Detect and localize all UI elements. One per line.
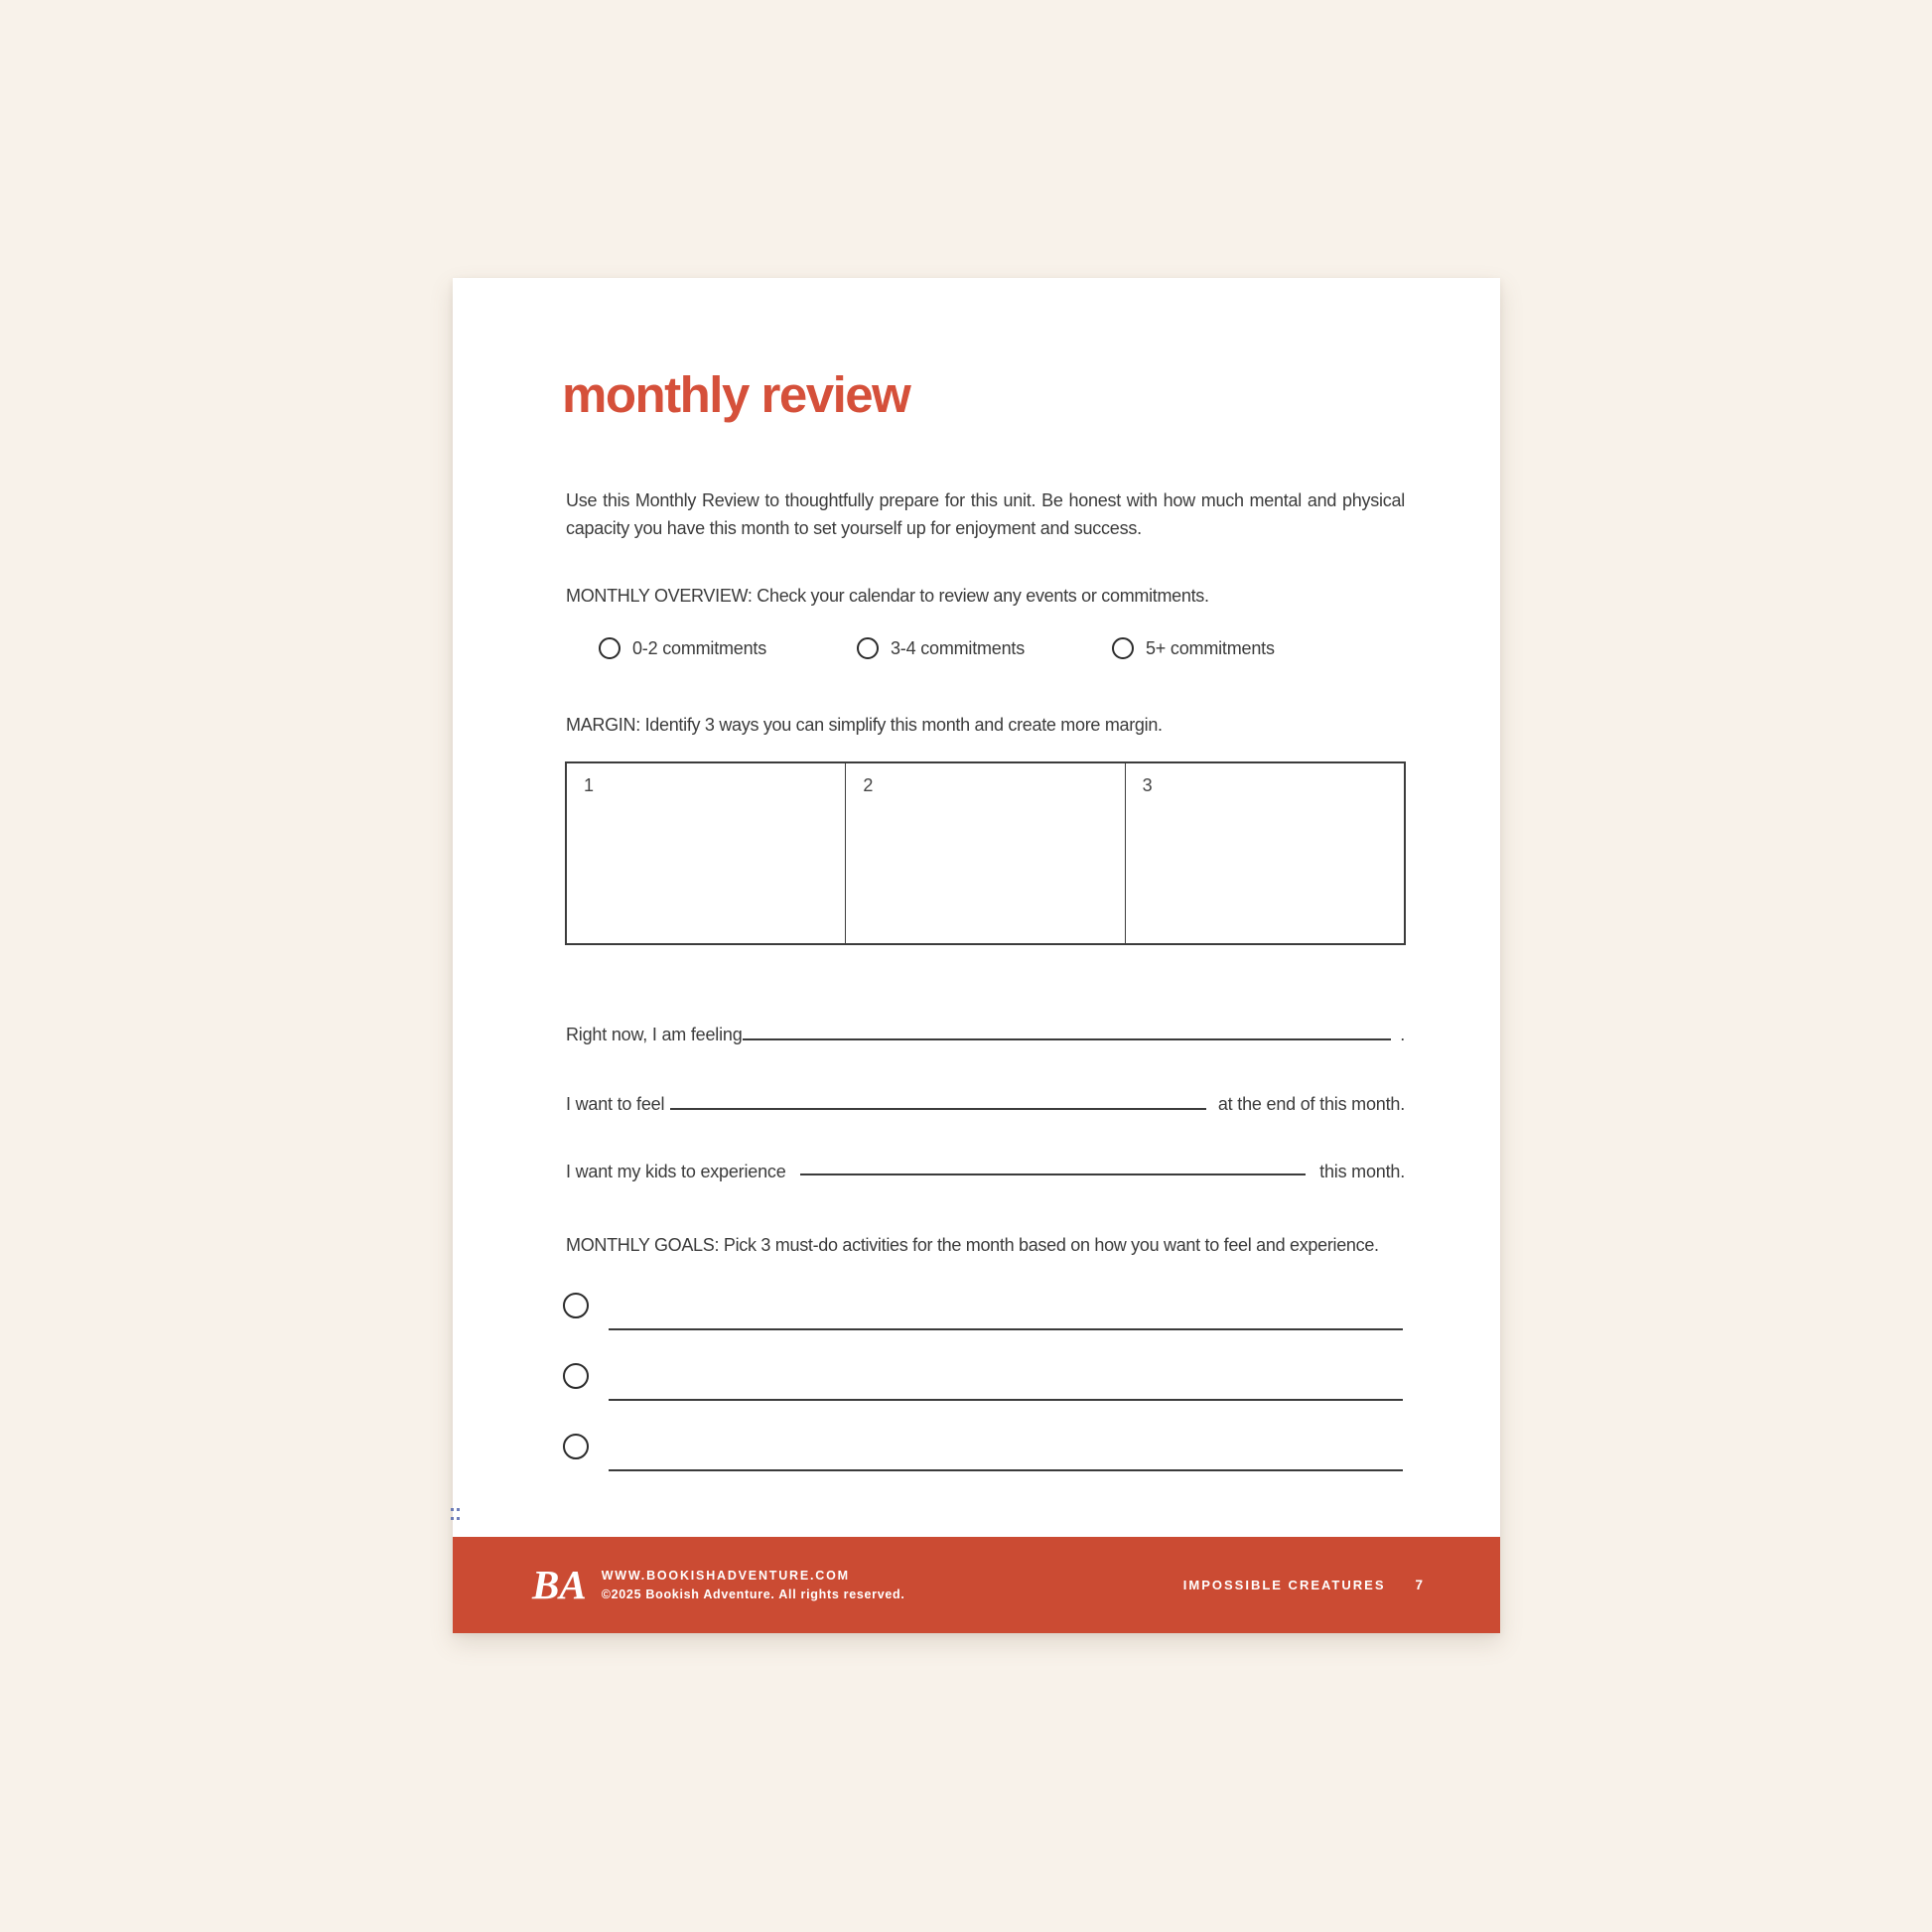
monthly-goals-label: MONTHLY GOALS: Pick 3 must-do activities for the month based on how you want to feel and experience. — [566, 1235, 1379, 1255]
footer-website: WWW.BOOKISHADVENTURE.COM — [601, 1568, 850, 1583]
feeling-input-line[interactable] — [743, 1025, 1392, 1040]
goal-checkbox-circle[interactable] — [563, 1434, 589, 1459]
radio-option-label: 3-4 commitments — [891, 637, 1026, 658]
margin-cell-2[interactable]: 2 — [845, 763, 1124, 943]
radio-option-label: 0-2 commitments — [632, 637, 767, 658]
kids-experience-fill-row — [566, 1162, 1405, 1182]
commitments-radio-group — [453, 637, 1500, 669]
feeling-fill-row — [566, 1025, 1405, 1045]
kids-suffix-label: this month. — [1319, 1162, 1405, 1181]
want-suffix-label: at the end of this month. — [1217, 1094, 1405, 1114]
goal-input-line[interactable] — [609, 1469, 1403, 1471]
footer-brand-lines — [602, 1570, 905, 1601]
radio-circle-icon[interactable] — [857, 637, 879, 659]
radio-option-3-4[interactable] — [857, 637, 1025, 659]
want-input-line[interactable] — [670, 1094, 1206, 1110]
goal-checkbox-circle[interactable] — [563, 1293, 589, 1318]
kids-prefix-label: I want my kids to experience — [566, 1162, 786, 1181]
margin-table — [565, 761, 1406, 945]
goal-row-3 — [453, 1434, 1500, 1477]
radio-circle-icon[interactable] — [599, 637, 621, 659]
margin-cell-1[interactable]: 1 — [584, 775, 595, 795]
page-number: 7 — [1415, 1577, 1423, 1592]
goal-checkbox-circle[interactable] — [563, 1363, 589, 1389]
intro-paragraph: Use this Monthly Review to thoughtfully prepare for this unit. Be honest with how much mental and physical capacity you have this month to set yourself up for enjoyment and success. — [566, 490, 1405, 538]
radio-circle-icon[interactable] — [1112, 637, 1134, 659]
radio-option-5-plus[interactable] — [1112, 637, 1275, 659]
want-to-feel-fill-row — [566, 1094, 1405, 1115]
unit-title: IMPOSSIBLE CREATURES — [1182, 1577, 1386, 1592]
feeling-suffix-label: . — [1400, 1025, 1405, 1044]
footer — [453, 1537, 1500, 1633]
worksheet-page — [453, 278, 1500, 1633]
margin-label: MARGIN: Identify 3 ways you can simplify this month and create more margin. — [566, 715, 1163, 735]
monthly-overview-label: MONTHLY OVERVIEW: Check your calendar to review any events or commitments. — [566, 586, 1209, 606]
kids-input-line[interactable] — [800, 1173, 1307, 1175]
footer-copyright: ©2025 Bookish Adventure. All rights reserved. — [601, 1587, 905, 1601]
page-title: monthly review — [562, 366, 910, 423]
footer-page-group — [1183, 1579, 1423, 1592]
want-prefix-label: I want to feel — [566, 1094, 665, 1114]
radio-option-0-2[interactable] — [599, 637, 766, 659]
goal-input-line[interactable] — [609, 1399, 1403, 1401]
goal-input-line[interactable] — [609, 1328, 1403, 1330]
selection-artifact-dots — [451, 1508, 463, 1524]
goal-row-1 — [453, 1293, 1500, 1336]
margin-cell-3[interactable]: 3 — [1125, 763, 1404, 943]
brand-logo: BA — [532, 1562, 587, 1607]
goal-row-2 — [453, 1363, 1500, 1407]
footer-brand-group — [532, 1562, 905, 1607]
radio-option-label: 5+ commitments — [1146, 637, 1275, 658]
feeling-prefix-label: Right now, I am feeling — [566, 1025, 743, 1044]
